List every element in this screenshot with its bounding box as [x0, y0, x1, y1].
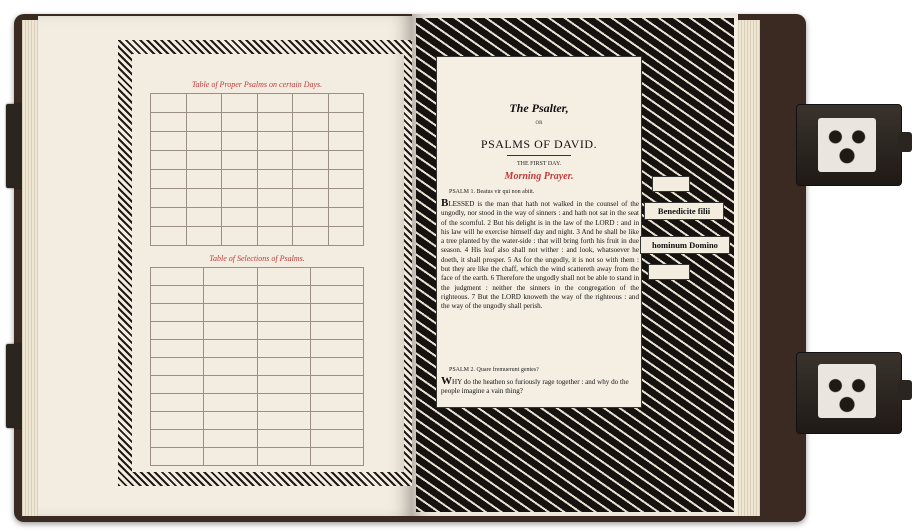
psalter-text-panel	[436, 56, 642, 408]
drop-cap-w: W	[441, 375, 452, 387]
morning-prayer-heading: Morning Prayer.	[504, 171, 574, 182]
clasp-knob-top	[898, 132, 912, 152]
proper-psalms-title: Table of Proper Psalms on certain Days.	[191, 80, 323, 89]
ribbon-flag-bottom	[648, 264, 690, 280]
selections-table	[150, 267, 364, 466]
ribbon-flag-top	[652, 176, 690, 192]
psalm-1-heading: PSALM 1. Beatus vir qui non abiit.	[449, 189, 535, 195]
ribbon-benedicite: Benedicite filii	[644, 202, 724, 220]
psalter-title: The Psalter,	[509, 101, 569, 115]
heading-rule	[507, 155, 571, 156]
psalm-1-verses: LESSED is the man that hath not walked in the counsel of the ungodly, nor stood in the way of sinners : and hath not sat in the seat of the scornful. 2 But his delight is in the law of the LORD : and in his law will he exercise himself day and night. 3 And he shall be like a tree planted by the water-side : that will bring forth his fruit in due season. 4 His leaf also shall not wither : and look, whatsoever he doeth, it shall prosper. 5 As for the ungodly, it is not so with them : but they are like the chaff, which the wind scattereth away from the face of the earth. 6 Therefore the ungodly shall not be able to stand in the judgment : neither the sinners in the congregation of the righteous. 7 But the LORD knoweth the way of the righteous : and the way of the ungodly shall perish.	[441, 200, 639, 311]
left-page-content	[150, 72, 364, 428]
psalm-1-text	[441, 199, 639, 312]
ribbon-hominum: hominum Domino	[640, 236, 730, 254]
or-line: OR	[535, 121, 543, 126]
clasp-fretwork-top	[818, 118, 876, 172]
selections-title: Table of Selections of Psalms.	[209, 254, 305, 263]
right-page-edges	[736, 20, 760, 516]
drop-cap-b: B	[441, 197, 449, 209]
clasp-knob-bottom	[898, 380, 912, 400]
clasp-fretwork-bottom	[818, 364, 876, 418]
psalms-of-david-heading: PSALMS OF DAVID.	[480, 137, 598, 151]
psalm-2-text	[441, 377, 639, 397]
first-day-heading: THE FIRST DAY.	[516, 161, 562, 167]
psalm-2-verses: HY do the heathen so furiously rage together : and why do the people imagine a vain thing?	[441, 378, 629, 396]
psalm-2-heading: PSALM 2. Quare fremuerunt gentes?	[449, 367, 539, 373]
proper-psalms-table	[150, 93, 364, 246]
